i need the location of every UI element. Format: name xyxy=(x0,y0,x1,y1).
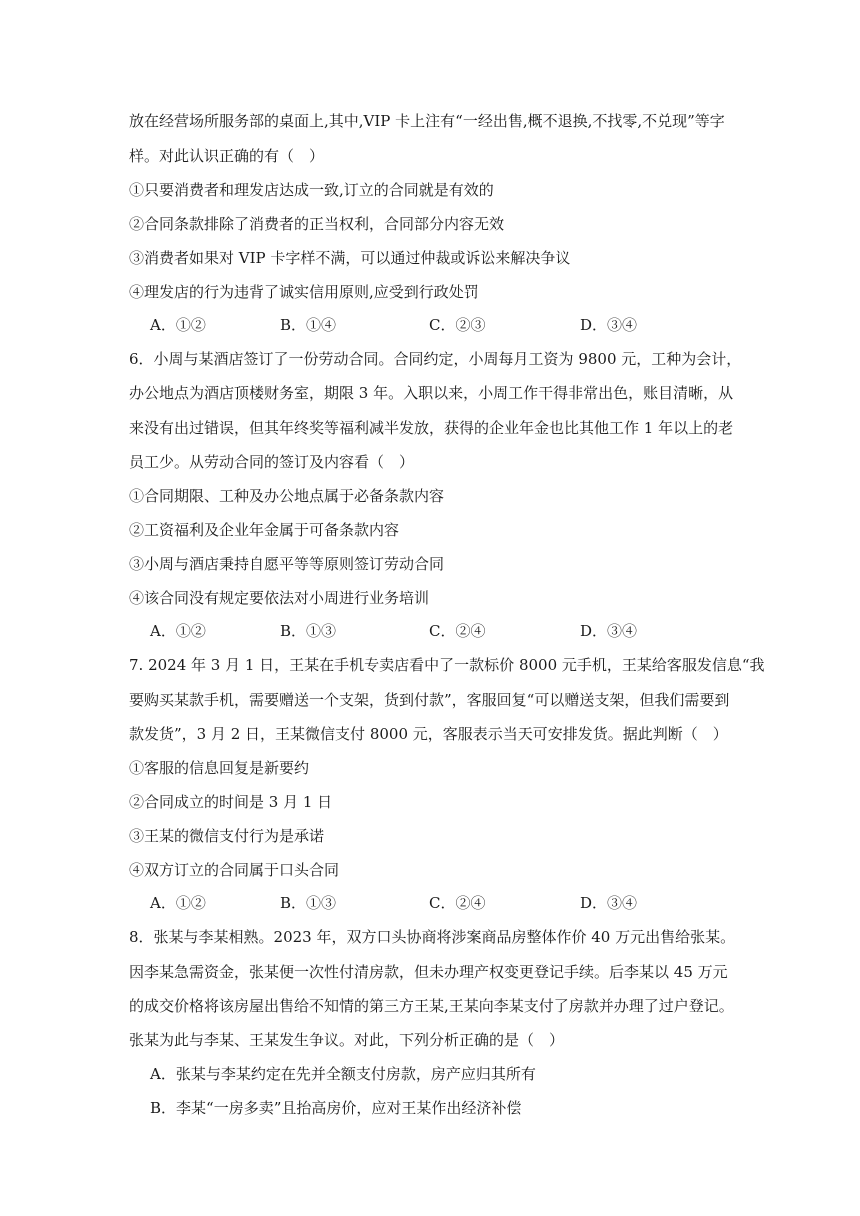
q5-statement-2: ②合同条款排除了消费者的正当权利，合同部分内容无效 xyxy=(129,215,505,233)
q7-statement-2: ②合同成立的时间是 3 月 1 日 xyxy=(129,793,333,811)
q6-stem-line-4: 员工少。从劳动合同的签订及内容看（ ） xyxy=(129,453,415,471)
q5-option-b[interactable]: B．①④ xyxy=(280,316,337,334)
q7-stem-line-2: 要购买某款手机，需要赠送一个支架，货到付款”，客服回复“可以赠送支架，但我们需要到 xyxy=(129,691,730,709)
q5-option-a[interactable]: A．①② xyxy=(150,316,206,334)
q6-option-d[interactable]: D．③④ xyxy=(580,622,638,640)
q5-option-d[interactable]: D．③④ xyxy=(580,316,638,334)
q7-statement-4: ④双方订立的合同属于口头合同 xyxy=(129,861,340,879)
q8-stem-line-1: 8．张某与李某相熟。2023 年，双方口头协商将涉案商品房整体作价 40 万元出售给张某。 xyxy=(129,928,736,946)
q7-stem-line-3: 款发货”，3 月 2 日，王某微信支付 8000 元，客服表示当天可安排发货。据此判断（ ） xyxy=(129,725,728,743)
q6-option-b[interactable]: B．①③ xyxy=(280,622,337,640)
q6-stem-line-3: 来没有出过错误，但其年终奖等福利减半发放，获得的企业年金也比其他工作 1 年以上的老 xyxy=(129,419,734,437)
q6-option-a[interactable]: A．①② xyxy=(150,622,206,640)
q6-stem-line-1: 6．小周与某酒店签订了一份劳动合同。合同约定，小周每月工资为 9800 元，工种为会计， xyxy=(129,350,742,368)
q6-statement-2: ②工资福利及企业年金属于可备条款内容 xyxy=(129,521,400,539)
q8-choice-b[interactable]: B．李某“一房多卖”且抬高房价，应对王某作出经济补偿 xyxy=(150,1099,522,1117)
q5-statement-4: ④理发店的行为违背了诚实信用原则,应受到行政处罚 xyxy=(129,283,479,301)
q6-statement-3: ③小周与酒店秉持自愿平等等原则签订劳动合同 xyxy=(129,555,445,573)
q8-stem-line-3: 的成交价格将该房屋出售给不知情的第三方王某,王某向李某支付了房款并办理了过户登记。 xyxy=(129,997,734,1015)
q6-option-c[interactable]: C．②④ xyxy=(429,622,486,640)
q7-statement-1: ①客服的信息回复是新要约 xyxy=(129,759,310,777)
q5-statement-3: ③消费者如果对 VIP 卡字样不满，可以通过仲裁或诉讼来解决争议 xyxy=(129,249,571,267)
q6-statement-4: ④该合同没有规定要依法对小周进行业务培训 xyxy=(129,589,430,607)
q5-statement-1: ①只要消费者和理发店达成一致,订立的合同就是有效的 xyxy=(129,181,494,199)
q7-stem-line-1: 7. 2024 年 3 月 1 日，王某在手机专卖店看中了一款标价 8000 元手机，王某给客服发信息“我 xyxy=(129,656,765,674)
q7-option-c[interactable]: C．②④ xyxy=(429,894,486,912)
q8-stem-line-4: 张某为此与李某、王某发生争议。对此，下列分析正确的是（ ） xyxy=(129,1031,565,1049)
q7-option-d[interactable]: D．③④ xyxy=(580,894,638,912)
q5-stem-line-1: 放在经营场所服务部的桌面上,其中,VIP 卡上注有“一经出售,概不退换,不找零,不兑现”等字 xyxy=(129,112,725,130)
q7-statement-3: ③王某的微信支付行为是承诺 xyxy=(129,827,325,845)
q5-stem-line-2: 样。对此认识正确的有（ ） xyxy=(129,147,325,165)
q7-option-b[interactable]: B．①③ xyxy=(280,894,337,912)
q6-stem-line-2: 办公地点为酒店顶楼财务室，期限 3 年。入职以来，小周工作干得非常出色，账目清晰，从 xyxy=(129,384,734,402)
q6-statement-1: ①合同期限、工种及办公地点属于必备条款内容 xyxy=(129,487,445,505)
q8-stem-line-2: 因李某急需资金，张某便一次性付清房款，但未办理产权变更登记手续。后李某以 45 万元 xyxy=(129,963,728,981)
q7-option-a[interactable]: A．①② xyxy=(150,894,206,912)
q5-option-c[interactable]: C．②③ xyxy=(429,316,486,334)
q8-choice-a[interactable]: A．张某与李某约定在先并全额支付房款，房产应归其所有 xyxy=(150,1065,536,1083)
